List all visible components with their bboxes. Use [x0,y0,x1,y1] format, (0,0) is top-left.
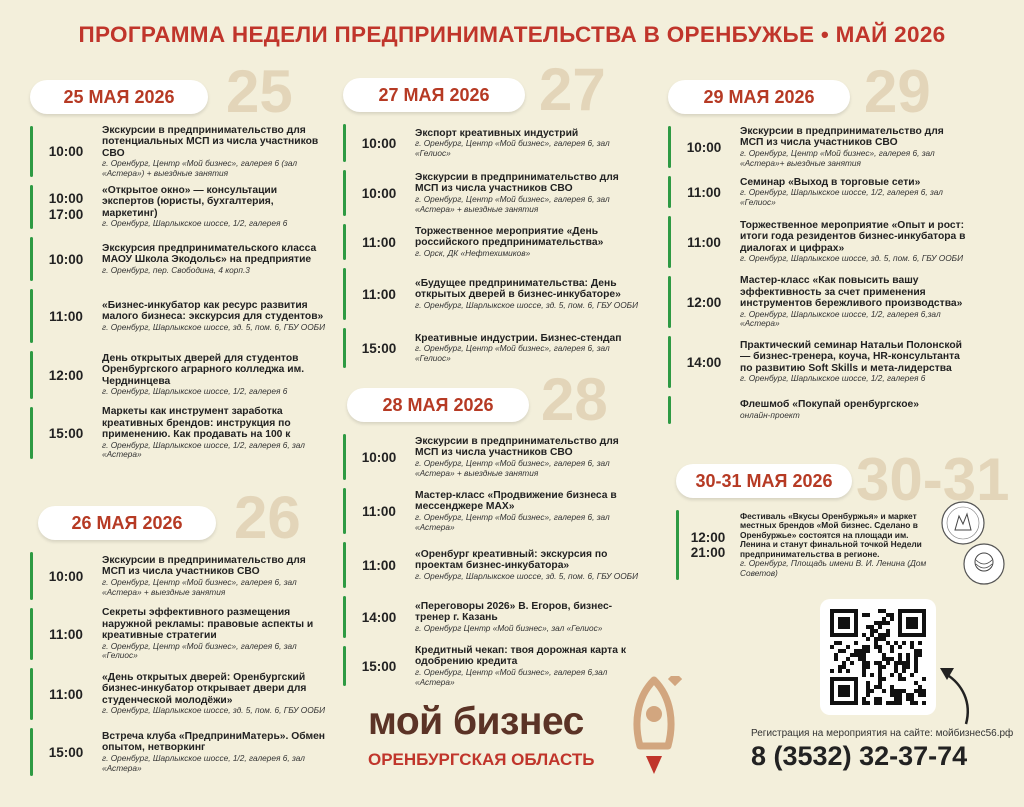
day-number: 29 [864,58,931,125]
curved-arrow-icon [938,658,978,728]
event-item: 14:00 «Переговоры 2026» В. Егоров, бизнес-тренер г. Казань г. Оренбург Центр «Мой бизнес», зал «Гелиос» [343,594,643,640]
event-item: 12:00 21:00 Фестиваль «Вкусы Оренбуржья» и маркет местных брендов «Мой бизнес. Сделано в Оренбуржье» состоятся на площади им. Ленина и станут финальной точкой Недели предпринимательства в регионе. г. Оренбург, Площадь имени В. И. Ленина (Дом Советов) [676,508,934,582]
brand-logo-text: мой бизнес [368,700,584,743]
day-number: 25 [226,58,293,125]
date-pill: 26 МАЯ 2026 [38,506,216,540]
day-26 [30,484,330,778]
date-pill: 27 МАЯ 2026 [343,78,525,112]
event-item: 11:00 Семинар «Выход в торговые сети» г. Оренбург, Шарлыкское шоссе, 1/2, галерея 6, зал «Гелиос» [668,174,968,210]
day-number: 28 [541,366,608,433]
day-number: 27 [539,56,606,123]
event-item: 11:00 «Бизнес-инкубатор как ресурс развития малого бизнеса: экскурсия для студентов» г. Оренбург, Шарлыкское шоссе, зд. 5, пом. 6, ГБУ ООБИ [30,287,330,345]
event-item: 10:00 Экспорт креативных индустрий г. Оренбург, Центр «Мой бизнес», галерея 6, зал «Гелиос» [343,122,643,164]
event-item: Флешмоб «Покупай оренбургское» онлайн-проект [668,394,968,426]
rocket-logo-icon [626,676,682,776]
day-number: 26 [234,484,301,551]
event-item: 11:00 Секреты эффективного размещения наружной рекламы: правовые аспекты и креативные стратегии г. Оренбург, Центр «Мой бизнес», галерея 6, зал «Гелиос» [30,606,330,662]
event-item: 11:00 Торжественное мероприятие «Опыт и рост: итоги года резидентов бизнес-инкубатора в диалогах и цифрах» г. Оренбург, Шарлыкское шоссе, зд. 5, пом. 6, ГБУ ООБИ [668,214,968,270]
phone-number[interactable]: 8 (3532) 32-37-74 [751,741,968,771]
day-28 [343,366,643,688]
event-item: 11:00 «Оренбург креативный: экскурсия по проектам бизнес-инкубатора» г. Оренбург, Шарлыкское шоссе, зд. 5, пом. 6, ГБУ ООБИ [343,540,643,590]
event-item: 15:00 Маркеты как инструмент заработка креативных брендов: инструкция по применению. Как продавать на 100 к г. Оренбург, Шарлыкское шоссе, 1/2, галерея 6, зал «Астера» [30,405,330,461]
event-item: 10:00 Экскурсии в предпринимательство для МСП из числа участников СВО г. Оренбург, Центр «Мой бизнес», галерея 6, зал «Астера» + выездные занятия [343,432,643,482]
event-list [343,432,643,688]
event-item: 11:00 «Будущее предпринимательства: День открытых дверей в бизнес-инкубаторе» г. Оренбург, Шарлыкское шоссе, зд. 5, пом. 6, ГБУ ООБИ [343,266,643,322]
event-list [30,124,330,461]
date-pill: 28 МАЯ 2026 [347,388,529,422]
day-25 [30,58,330,461]
day-27 [343,56,643,370]
qr-code[interactable] [820,599,936,715]
event-item: 15:00 Креативные индустрии. Бизнес-стендап г. Оренбург, Центр «Мой бизнес», галерея 6, зал «Гелиос» [343,326,643,370]
event-item: 10:00 Экскурсии в предпринимательство для МСП из числа участников СВО г. Оренбург, Центр «Мой бизнес», галерея 6, зал «Астера» + выездные занятия [343,168,643,218]
event-item: 11:00 Торжественное мероприятие «День российского предпринимательства» г. Орск, ДК «Нефтехимиков» [343,222,643,262]
registration-text: Регистрация на мероприятия на сайте: мойбизнес56.рф [751,728,1014,739]
qr-code-icon [830,609,926,705]
event-list [668,124,968,426]
event-item: 12:00 День открытых дверей для студентов Оренбургского аграрного колледжа им. Черднинцева г. Оренбург, Шарлыкское шоссе, 1/2, галерея 6 [30,349,330,401]
date-pill: 25 МАЯ 2026 [30,80,208,114]
event-item: 10:00 Экскурсии в предпринимательство для МСП из числа участников СВО г. Оренбург, Центр «Мой бизнес», галерея 6, зал «Астера» + выездные занятия [30,550,330,602]
brand-region: ОРЕНБУРГСКАЯ ОБЛАСТЬ [368,750,595,769]
day-number: 30-31 [856,446,1010,513]
event-item: 10:00 Экскурсии в предпринимательство для потенциальных МСП из числа участников СВО г. Оренбург, Центр «Мой бизнес», галерея 6 (зал «Астера») + выездные занятия [30,124,330,179]
event-item: 10:00 17:00 «Открытое окно» — консультации экспертов (юристы, бухгалтерия, маркетинг) г. Оренбург, Шарлыкское шоссе, 1/2, галерея 6 [30,183,330,231]
market-seal-icon [962,542,1006,586]
event-item: 10:00 Экскурсия предпринимательского класса МАОУ Школа Экодольє» на предприятие г. Оренбург, пер. Свободина, 4 корп.3 [30,235,330,283]
event-list [343,122,643,370]
event-item: 15:00 Встреча клуба «ПредприниМатерь». Обмен опытом, нетворкинг г. Оренбург, Шарлыкское шоссе, 1/2, галерея 6, зал «Астера» [30,726,330,778]
event-item: 14:00 Практический семинар Натальи Полонской — бизнес-тренера, коуча, HR-консультанта по развитию Soft Skills и мета-лидерства г. Оренбург, Шарлыкское шоссе, 1/2, галерея 6 [668,334,968,390]
event-item: 15:00 Кредитный чекап: твоя дорожная карта к одобрению кредита г. Оренбург, Центр «Мой бизнес», галерея 6,зал «Астера» [343,644,643,688]
day-29 [668,58,968,426]
event-item: 12:00 Мастер-класс «Как повысить вашу эффективность за счет применения инструментов бережливого производства» г. Оренбург, Шарлыкское шоссе, 1/2, галерея 6,зал «Астера» [668,274,968,330]
event-list [30,550,330,778]
date-pill: 30-31 МАЯ 2026 [676,464,852,498]
page-title: ПРОГРАММА НЕДЕЛИ ПРЕДПРИНИМАТЕЛЬСТВА В ОРЕНБУЖЬЕ • МАЙ 2026 [78,22,946,47]
event-item: 11:00 Мастер-класс «Продвижение бизнеса в мессенджере MAX» г. Оренбург, Центр «Мой бизнес», галерея 6, зал «Астера» [343,486,643,536]
date-pill: 29 МАЯ 2026 [668,80,850,114]
event-item: 10:00 Экскурсии в предпринимательство для МСП из числа участников СВО г. Оренбург, Центр «Мой бизнес», галерея 6, зал «Астера»+ выездные занятия [668,124,968,170]
event-item: 11:00 «День открытых дверей: Оренбургский бизнес-инкубатор открывает двери для студенческой молодёжи» г. Оренбург, Шарлыкское шоссе, зд. 5, пом. 6, ГБУ ООБИ [30,666,330,722]
